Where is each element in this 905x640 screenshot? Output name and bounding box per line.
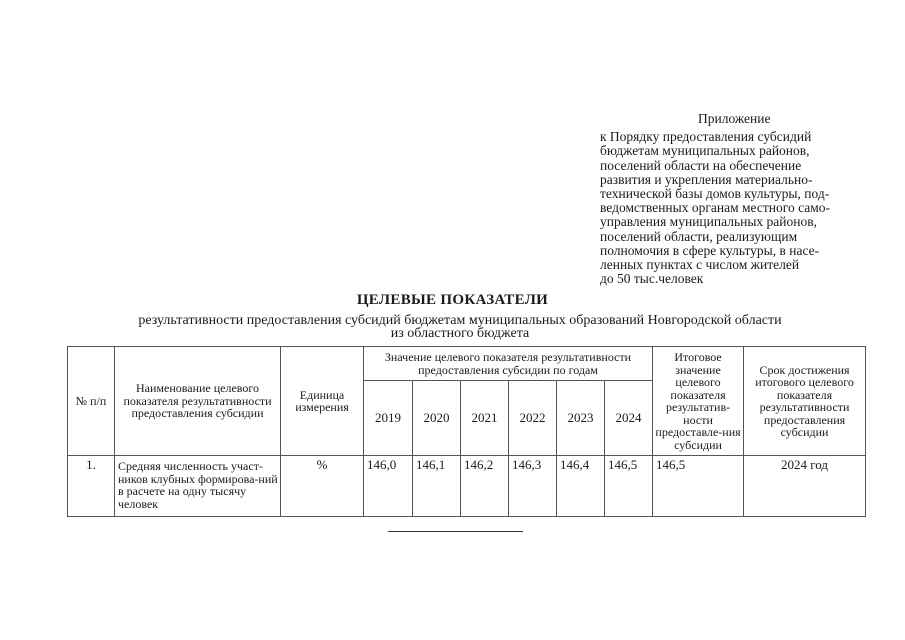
header-unit: Единица измерения: [281, 347, 364, 456]
subtitle-line-1: результативности предоставления субсидий бюджетам муниципальных образований Новгородской области: [138, 313, 782, 328]
cell-name: Средняя численность участ-ников клубных формирова-ний в расчете на одну тысячу человек: [115, 456, 281, 517]
document-title: ЦЕЛЕВЫЕ ПОКАЗАТЕЛИ: [356, 292, 549, 308]
header-year: 2023: [557, 381, 605, 456]
header-year: 2022: [509, 381, 557, 456]
cell-value-2022: 146,3: [509, 456, 557, 517]
header-year: 2020: [413, 381, 461, 456]
cell-value-2023: 146,4: [557, 456, 605, 517]
header-name: Наименование целевого показателя результативности предоставления субсидии: [115, 347, 281, 456]
cell-value-2021: 146,2: [461, 456, 509, 517]
document-subtitle: [0, 314, 905, 340]
appendix-line: к Порядку предоставления субсидий: [600, 129, 812, 145]
cell-num: 1.: [68, 456, 115, 517]
appendix-line: поселений области, реализующим: [600, 228, 798, 244]
header-num: № п/п: [68, 347, 115, 456]
appendix-line: ведомственных органам местного само-: [600, 200, 831, 216]
subtitle-line-2: из областного бюджета: [390, 326, 530, 341]
header-years-group: Значение целевого показателя результативности предоставления субсидии по годам: [364, 347, 653, 381]
cell-final: 146,5: [653, 456, 744, 517]
header-year: 2019: [364, 381, 413, 456]
cell-value-2024: 146,5: [605, 456, 653, 517]
appendix-line: управления муниципальных районов,: [600, 214, 817, 230]
appendix-line: развития и укрепления материально-: [600, 171, 813, 187]
appendix-line: ленных пунктах с числом жителей: [600, 257, 800, 273]
appendix-heading: Приложение: [698, 111, 771, 126]
header-year: 2021: [461, 381, 509, 456]
appendix-line: поселений области на обеспечение: [600, 157, 802, 173]
appendix-line: технической базы домов культуры, под-: [600, 186, 830, 202]
appendix-block: [600, 112, 860, 286]
cell-unit: %: [281, 456, 364, 517]
cell-value-2020: 146,1: [413, 456, 461, 517]
cell-value-2019: 146,0: [364, 456, 413, 517]
appendix-line: до 50 тыс.человек: [600, 271, 704, 287]
table-row: [68, 456, 866, 517]
cell-deadline: 2024 год: [744, 456, 866, 517]
header-final: Итоговое значение целевого показателя результатив-ности предоставле-ния субсидии: [653, 347, 744, 456]
separator-line: [388, 531, 523, 532]
appendix-line: бюджетам муниципальных районов,: [600, 143, 810, 159]
header-year: 2024: [605, 381, 653, 456]
appendix-line: полномочия в сфере культуры, в насе-: [600, 242, 820, 258]
header-deadline: Срок достижения итогового целевого показателя результативности предоставления субсидии: [744, 347, 866, 456]
indicators-table: [67, 346, 866, 517]
